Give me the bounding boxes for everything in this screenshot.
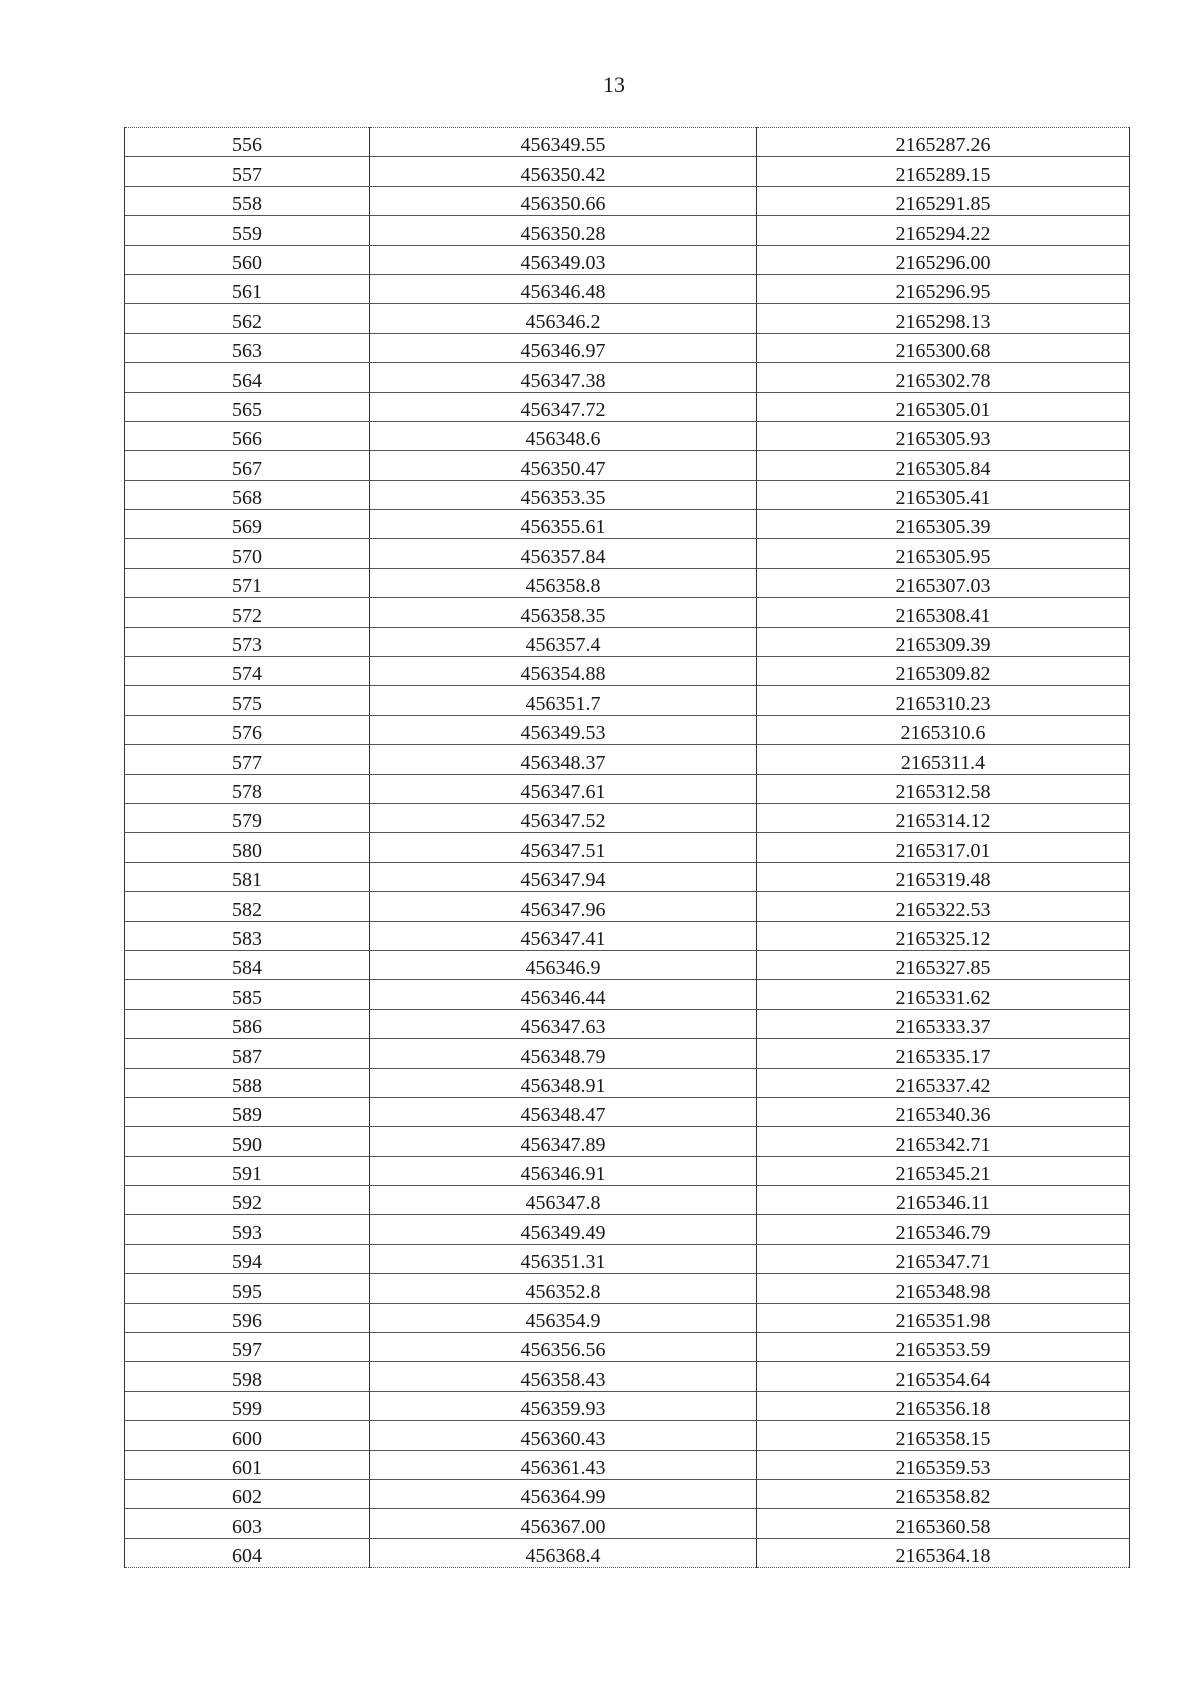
point-number-cell: 595	[125, 1274, 370, 1303]
x-coordinate-cell: 456350.47	[370, 451, 757, 480]
table-row	[125, 1156, 1130, 1185]
point-number-cell: 570	[125, 539, 370, 568]
x-coordinate-cell: 456349.53	[370, 715, 757, 744]
point-number-cell: 573	[125, 627, 370, 656]
x-coordinate-cell: 456347.72	[370, 392, 757, 421]
point-number-cell: 603	[125, 1509, 370, 1538]
x-coordinate-cell: 456350.66	[370, 186, 757, 215]
y-coordinate-cell: 2165305.41	[757, 480, 1130, 509]
y-coordinate-cell: 2165296.95	[757, 274, 1130, 303]
y-coordinate-cell: 2165351.98	[757, 1303, 1130, 1332]
x-coordinate-cell: 456354.9	[370, 1303, 757, 1332]
table-row	[125, 1215, 1130, 1244]
y-coordinate-cell: 2165346.11	[757, 1186, 1130, 1215]
point-number-cell: 575	[125, 686, 370, 715]
table-row	[125, 921, 1130, 950]
x-coordinate-cell: 456348.79	[370, 1039, 757, 1068]
x-coordinate-cell: 456348.47	[370, 1097, 757, 1126]
y-coordinate-cell: 2165346.79	[757, 1215, 1130, 1244]
point-number-cell: 598	[125, 1362, 370, 1391]
point-number-cell: 574	[125, 657, 370, 686]
x-coordinate-cell: 456358.8	[370, 568, 757, 597]
x-coordinate-cell: 456354.88	[370, 657, 757, 686]
x-coordinate-cell: 456350.28	[370, 216, 757, 245]
table-row	[125, 1097, 1130, 1126]
table-row	[125, 745, 1130, 774]
x-coordinate-cell: 456361.43	[370, 1450, 757, 1479]
y-coordinate-cell: 2165331.62	[757, 980, 1130, 1009]
point-number-cell: 588	[125, 1068, 370, 1097]
x-coordinate-cell: 456349.55	[370, 128, 757, 157]
y-coordinate-cell: 2165347.71	[757, 1244, 1130, 1273]
x-coordinate-cell: 456346.91	[370, 1156, 757, 1185]
table-row	[125, 598, 1130, 627]
x-coordinate-cell: 456346.2	[370, 304, 757, 333]
table-row	[125, 157, 1130, 186]
point-number-cell: 578	[125, 774, 370, 803]
y-coordinate-cell: 2165305.39	[757, 510, 1130, 539]
y-coordinate-cell: 2165353.59	[757, 1333, 1130, 1362]
y-coordinate-cell: 2165337.42	[757, 1068, 1130, 1097]
y-coordinate-cell: 2165309.82	[757, 657, 1130, 686]
point-number-cell: 584	[125, 950, 370, 979]
x-coordinate-cell: 456360.43	[370, 1421, 757, 1450]
table-row	[125, 1509, 1130, 1538]
table-row	[125, 980, 1130, 1009]
table-row	[125, 1450, 1130, 1479]
point-number-cell: 577	[125, 745, 370, 774]
x-coordinate-cell: 456352.8	[370, 1274, 757, 1303]
x-coordinate-cell: 456359.93	[370, 1391, 757, 1420]
table-row	[125, 421, 1130, 450]
point-number-cell: 583	[125, 921, 370, 950]
table-row	[125, 539, 1130, 568]
point-number-cell: 589	[125, 1097, 370, 1126]
y-coordinate-cell: 2165305.93	[757, 421, 1130, 450]
x-coordinate-cell: 456355.61	[370, 510, 757, 539]
point-number-cell: 560	[125, 245, 370, 274]
x-coordinate-cell: 456357.4	[370, 627, 757, 656]
y-coordinate-cell: 2165302.78	[757, 363, 1130, 392]
point-number-cell: 604	[125, 1538, 370, 1567]
x-coordinate-cell: 456347.61	[370, 774, 757, 803]
y-coordinate-cell: 2165307.03	[757, 568, 1130, 597]
table-row	[125, 216, 1130, 245]
x-coordinate-cell: 456346.44	[370, 980, 757, 1009]
y-coordinate-cell: 2165345.21	[757, 1156, 1130, 1185]
point-number-cell: 558	[125, 186, 370, 215]
table-row	[125, 1009, 1130, 1038]
point-number-cell: 559	[125, 216, 370, 245]
point-number-cell: 568	[125, 480, 370, 509]
point-number-cell: 593	[125, 1215, 370, 1244]
point-number-cell: 561	[125, 274, 370, 303]
table-row	[125, 627, 1130, 656]
y-coordinate-cell: 2165291.85	[757, 186, 1130, 215]
table-row	[125, 1244, 1130, 1273]
x-coordinate-cell: 456346.48	[370, 274, 757, 303]
y-coordinate-cell: 2165289.15	[757, 157, 1130, 186]
y-coordinate-cell: 2165300.68	[757, 333, 1130, 362]
coordinates-table	[124, 127, 1130, 1568]
table-row	[125, 715, 1130, 744]
table-row	[125, 274, 1130, 303]
y-coordinate-cell: 2165305.95	[757, 539, 1130, 568]
x-coordinate-cell: 456358.43	[370, 1362, 757, 1391]
x-coordinate-cell: 456348.37	[370, 745, 757, 774]
y-coordinate-cell: 2165358.82	[757, 1479, 1130, 1508]
point-number-cell: 579	[125, 803, 370, 832]
y-coordinate-cell: 2165317.01	[757, 833, 1130, 862]
table-row	[125, 1039, 1130, 1068]
point-number-cell: 590	[125, 1127, 370, 1156]
point-number-cell: 587	[125, 1039, 370, 1068]
coordinates-table-body	[125, 128, 1130, 1568]
y-coordinate-cell: 2165305.01	[757, 392, 1130, 421]
x-coordinate-cell: 456347.94	[370, 862, 757, 891]
table-row	[125, 186, 1130, 215]
table-row	[125, 862, 1130, 891]
table-row	[125, 1303, 1130, 1332]
point-number-cell: 571	[125, 568, 370, 597]
y-coordinate-cell: 2165312.58	[757, 774, 1130, 803]
x-coordinate-cell: 456351.31	[370, 1244, 757, 1273]
point-number-cell: 580	[125, 833, 370, 862]
y-coordinate-cell: 2165356.18	[757, 1391, 1130, 1420]
y-coordinate-cell: 2165358.15	[757, 1421, 1130, 1450]
table-row	[125, 1274, 1130, 1303]
x-coordinate-cell: 456357.84	[370, 539, 757, 568]
point-number-cell: 600	[125, 1421, 370, 1450]
table-row	[125, 1127, 1130, 1156]
x-coordinate-cell: 456347.8	[370, 1186, 757, 1215]
x-coordinate-cell: 456347.51	[370, 833, 757, 862]
y-coordinate-cell: 2165314.12	[757, 803, 1130, 832]
x-coordinate-cell: 456349.03	[370, 245, 757, 274]
point-number-cell: 563	[125, 333, 370, 362]
y-coordinate-cell: 2165310.23	[757, 686, 1130, 715]
table-row	[125, 245, 1130, 274]
point-number-cell: 581	[125, 862, 370, 891]
table-row	[125, 657, 1130, 686]
x-coordinate-cell: 456347.63	[370, 1009, 757, 1038]
point-number-cell: 602	[125, 1479, 370, 1508]
point-number-cell: 564	[125, 363, 370, 392]
table-row	[125, 1068, 1130, 1097]
y-coordinate-cell: 2165340.36	[757, 1097, 1130, 1126]
y-coordinate-cell: 2165364.18	[757, 1538, 1130, 1567]
table-row	[125, 392, 1130, 421]
page-number: 13	[603, 72, 625, 97]
point-number-cell: 567	[125, 451, 370, 480]
point-number-cell: 597	[125, 1333, 370, 1362]
table-row	[125, 1421, 1130, 1450]
table-row	[125, 1333, 1130, 1362]
y-coordinate-cell: 2165311.4	[757, 745, 1130, 774]
table-row	[125, 451, 1130, 480]
point-number-cell: 576	[125, 715, 370, 744]
x-coordinate-cell: 456364.99	[370, 1479, 757, 1508]
point-number-cell: 556	[125, 128, 370, 157]
x-coordinate-cell: 456347.52	[370, 803, 757, 832]
point-number-cell: 582	[125, 892, 370, 921]
point-number-cell: 586	[125, 1009, 370, 1038]
x-coordinate-cell: 456368.4	[370, 1538, 757, 1567]
table-row	[125, 510, 1130, 539]
point-number-cell: 566	[125, 421, 370, 450]
x-coordinate-cell: 456353.35	[370, 480, 757, 509]
x-coordinate-cell: 456349.49	[370, 1215, 757, 1244]
x-coordinate-cell: 456347.89	[370, 1127, 757, 1156]
table-row	[125, 803, 1130, 832]
x-coordinate-cell: 456347.38	[370, 363, 757, 392]
y-coordinate-cell: 2165309.39	[757, 627, 1130, 656]
x-coordinate-cell: 456358.35	[370, 598, 757, 627]
table-row	[125, 128, 1130, 157]
y-coordinate-cell: 2165319.48	[757, 862, 1130, 891]
x-coordinate-cell: 456356.56	[370, 1333, 757, 1362]
y-coordinate-cell: 2165333.37	[757, 1009, 1130, 1038]
y-coordinate-cell: 2165348.98	[757, 1274, 1130, 1303]
y-coordinate-cell: 2165335.17	[757, 1039, 1130, 1068]
x-coordinate-cell: 456346.9	[370, 950, 757, 979]
y-coordinate-cell: 2165310.6	[757, 715, 1130, 744]
point-number-cell: 557	[125, 157, 370, 186]
y-coordinate-cell: 2165294.22	[757, 216, 1130, 245]
table-row	[125, 363, 1130, 392]
table-row	[125, 774, 1130, 803]
table-row	[125, 568, 1130, 597]
table-row	[125, 1479, 1130, 1508]
table-row	[125, 833, 1130, 862]
y-coordinate-cell: 2165325.12	[757, 921, 1130, 950]
y-coordinate-cell: 2165287.26	[757, 128, 1130, 157]
x-coordinate-cell: 456367.00	[370, 1509, 757, 1538]
y-coordinate-cell: 2165327.85	[757, 950, 1130, 979]
x-coordinate-cell: 456350.42	[370, 157, 757, 186]
point-number-cell: 565	[125, 392, 370, 421]
y-coordinate-cell: 2165305.84	[757, 451, 1130, 480]
table-row	[125, 1538, 1130, 1567]
y-coordinate-cell: 2165322.53	[757, 892, 1130, 921]
y-coordinate-cell: 2165342.71	[757, 1127, 1130, 1156]
table-row	[125, 892, 1130, 921]
y-coordinate-cell: 2165360.58	[757, 1509, 1130, 1538]
point-number-cell: 569	[125, 510, 370, 539]
table-row	[125, 1362, 1130, 1391]
y-coordinate-cell: 2165298.13	[757, 304, 1130, 333]
table-row	[125, 480, 1130, 509]
x-coordinate-cell: 456348.91	[370, 1068, 757, 1097]
table-row	[125, 304, 1130, 333]
point-number-cell: 591	[125, 1156, 370, 1185]
point-number-cell: 592	[125, 1186, 370, 1215]
point-number-cell: 572	[125, 598, 370, 627]
table-row	[125, 333, 1130, 362]
y-coordinate-cell: 2165296.00	[757, 245, 1130, 274]
point-number-cell: 594	[125, 1244, 370, 1273]
x-coordinate-cell: 456348.6	[370, 421, 757, 450]
table-row	[125, 686, 1130, 715]
y-coordinate-cell: 2165308.41	[757, 598, 1130, 627]
y-coordinate-cell: 2165359.53	[757, 1450, 1130, 1479]
point-number-cell: 601	[125, 1450, 370, 1479]
point-number-cell: 585	[125, 980, 370, 1009]
x-coordinate-cell: 456347.41	[370, 921, 757, 950]
point-number-cell: 596	[125, 1303, 370, 1332]
point-number-cell: 562	[125, 304, 370, 333]
x-coordinate-cell: 456346.97	[370, 333, 757, 362]
x-coordinate-cell: 456351.7	[370, 686, 757, 715]
x-coordinate-cell: 456347.96	[370, 892, 757, 921]
table-row	[125, 1186, 1130, 1215]
y-coordinate-cell: 2165354.64	[757, 1362, 1130, 1391]
table-row	[125, 1391, 1130, 1420]
table-row	[125, 950, 1130, 979]
point-number-cell: 599	[125, 1391, 370, 1420]
